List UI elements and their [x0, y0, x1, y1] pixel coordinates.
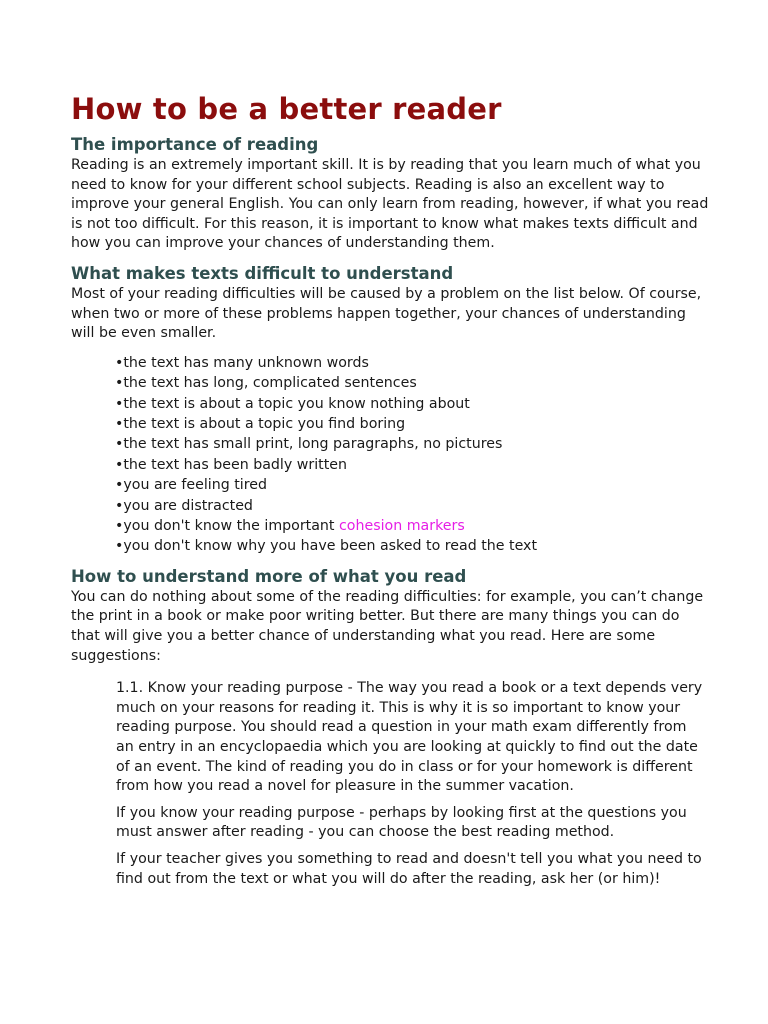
section-heading-difficulties: What makes texts difficult to understand	[71, 263, 454, 283]
suggestions-block	[116, 679, 706, 889]
list-item: •you are distracted	[115, 497, 253, 514]
list-item: •the text is about a topic you know nothing about	[115, 395, 470, 412]
list-item: •the text has long, complicated sentences	[115, 375, 417, 392]
difficulties-list	[71, 353, 711, 557]
understand-more-paragraph: You can do nothing about some of the reading difficulties: for example, you can’t change the print in a book or make poor writing better. But there are many things you can do that will give you a better chance of understanding what you read. Here are some suggestions:	[71, 588, 704, 664]
list-item: •the text is about a topic you find boring	[115, 415, 406, 432]
cohesion-markers-link[interactable]: cohesion markers	[339, 518, 465, 534]
section-heading-understand-more: How to understand more of what you read	[71, 566, 467, 586]
page-title: How to be a better reader	[71, 92, 502, 126]
document-page	[71, 90, 711, 896]
ask-teacher-paragraph: If your teacher gives you something to read and doesn't tell you what you need to find out from the text or what you will do after the reading, ask her (or him)!	[116, 850, 702, 887]
importance-paragraph: Reading is an extremely important skill. It is by reading that you learn much of what you need to know for your different school subjects. Reading is also an excellent way to improve your general English. You can only learn from reading, however, if what you read is not too difficult. For this reason, it is important to know what makes texts difficult and how you can improve your chances of understanding them.	[71, 157, 709, 252]
reading-purpose-paragraph: 1.1. Know your reading purpose - The way you read a book or a text depends very much on your reasons for reading it. This is why it is so important to know your reading purpose. You should read a question in your math exam differently from an entry in an encyclopaedia which you are looking at quickly to find out the date of an event. The kind of reading you do in class or for your homework is different from how you read a novel for pleasure in the summer vacation.	[116, 680, 703, 795]
reading-method-paragraph: If you know your reading purpose - perhaps by looking first at the questions you must answer after reading - you can choose the best reading method.	[116, 804, 687, 841]
list-item: •the text has been badly written	[115, 456, 348, 473]
list-item-text: •you don't know the important	[115, 518, 339, 534]
list-item: •you don't know why you have been asked to read the text	[115, 538, 538, 555]
section-heading-importance: The importance of reading	[71, 135, 319, 154]
difficulties-paragraph: Most of your reading difficulties will be caused by a problem on the list below. Of course, when two or more of these problems happen together, your chances of understanding will be even smaller.	[71, 285, 702, 342]
list-item: •you are feeling tired	[115, 477, 268, 494]
list-item-with-link	[115, 516, 711, 536]
list-item: •the text has small print, long paragraphs, no pictures	[115, 436, 503, 453]
list-item: •the text has many unknown words	[115, 354, 369, 371]
